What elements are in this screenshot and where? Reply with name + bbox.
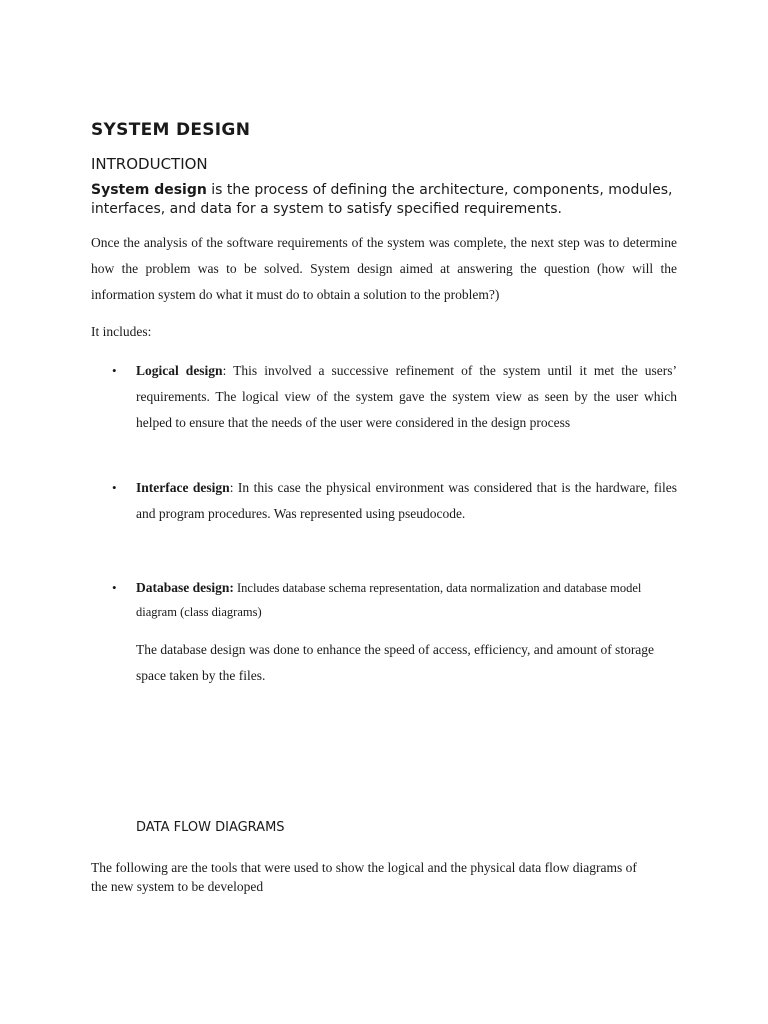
intro-definition (91, 181, 681, 219)
list-item-text: : In this case the physical environment was considered that is the hardware, files and program procedures. Was represented using pseudocode. (136, 480, 677, 521)
list-item-database-design (136, 576, 677, 624)
list-item-term: Interface design (136, 480, 230, 495)
list-item-text: Includes database schema representation, data normalization and database model diagram (class diagrams) (136, 581, 642, 619)
intro-term: System design (91, 182, 207, 198)
bullet-icon: • (112, 480, 117, 495)
dfd-paragraph: The following are the tools that were used to show the logical and the physical data flow diagrams of the new system to be developed (91, 860, 637, 894)
section-heading-introduction: INTRODUCTION (91, 155, 208, 173)
intro-definition-text: is the process of defining the architecture, components, modules, interfaces, and data for a system to satisfy specified requirements. (91, 182, 673, 217)
document-title: SYSTEM DESIGN (91, 120, 251, 140)
list-item-logical-design (136, 358, 677, 436)
list-item-term: Database design: (136, 580, 234, 595)
includes-label: It includes: (91, 324, 152, 339)
list-item-term: Logical design (136, 363, 223, 378)
analysis-paragraph: Once the analysis of the software requirements of the system was complete, the next step was to determine how the problem was to be solved. System design aimed at answering the question (how will the information system do what it must do to obtain a solution to the problem?) (91, 235, 677, 302)
list-item-text: : This involved a successive refinement of the system until it met the users’ requirements. The logical view of the system gave the system view as seen by the user which helped to ensure that the needs of the user were considered in the design process (136, 363, 677, 430)
bullet-icon: • (112, 580, 117, 595)
section-heading-data-flow-diagrams: DATA FLOW DIAGRAMS (136, 820, 285, 835)
list-item-interface-design (136, 475, 677, 527)
bullet-icon: • (112, 363, 117, 378)
database-design-paragraph: The database design was done to enhance the speed of access, efficiency, and amount of storage space taken by the files. (136, 642, 655, 683)
